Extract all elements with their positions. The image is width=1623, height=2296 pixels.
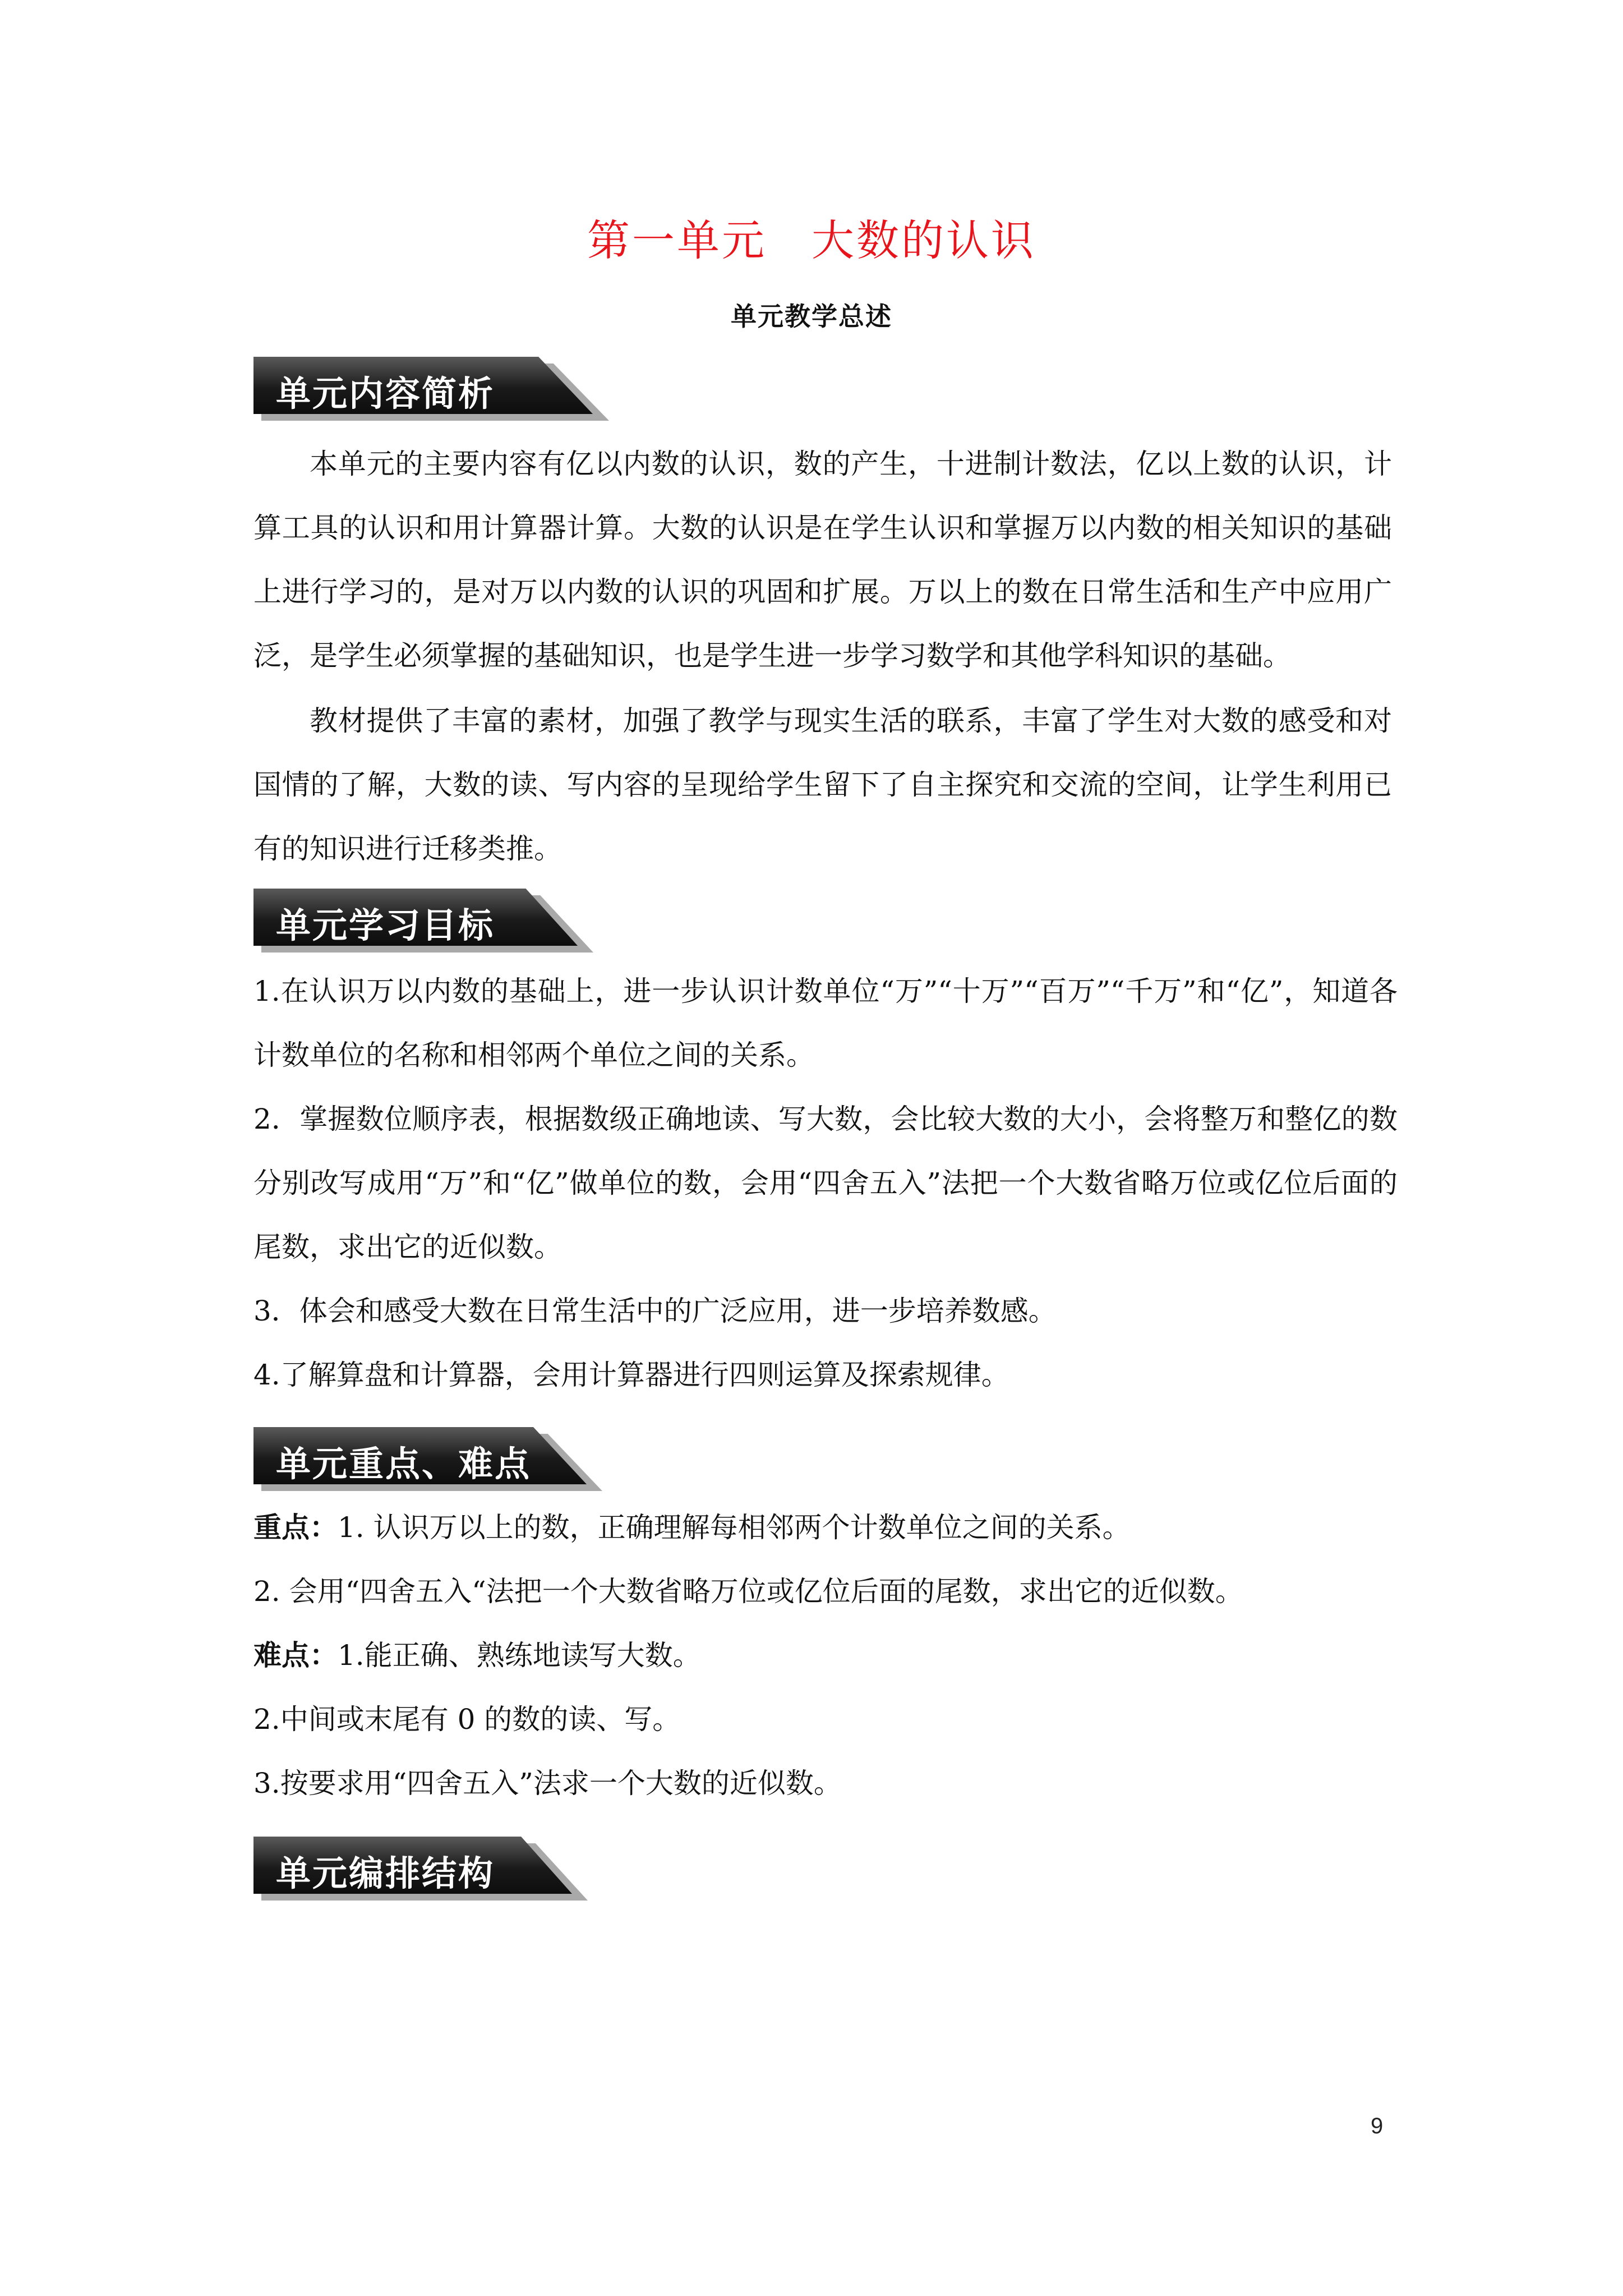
- key-label: 重点：: [253, 1511, 338, 1544]
- section-heading: 单元重点、难点: [276, 1443, 532, 1484]
- key-text: 1. 认识万以上的数，正确理解每相邻两个计数单位之间的关系。: [338, 1511, 1131, 1544]
- section-banner-objectives: [253, 889, 585, 955]
- objective-item: 4.了解算盘和计算器，会用计算器进行四则运算及探索规律。: [253, 1359, 1009, 1391]
- difficult-text: 1.能正确、熟练地读写大数。: [338, 1639, 701, 1672]
- key-point-item: 2. 会用“四舍五入“法把一个大数省略万位或亿位后面的尾数，求出它的近似数。: [253, 1575, 1243, 1608]
- section-heading: 单元内容简析: [276, 373, 495, 414]
- section-banner-structure: [253, 1837, 580, 1903]
- section-heading: 单元编排结构: [276, 1853, 495, 1894]
- objective-item: 1.在认识万以内数的基础上，进一步认识计数单位“万”“十万”“百万”“千万”和“亿”，知道各计数单位的名称和相邻两个单位之间的关系。: [253, 975, 1398, 1071]
- difficult-point-item: 3.按要求用“四舍五入”法求一个大数的近似数。: [253, 1767, 842, 1800]
- section-heading: 单元学习目标: [276, 905, 495, 946]
- difficult-label: 难点：: [253, 1639, 338, 1672]
- content-paragraph: 教材提供了丰富的素材，加强了教学与现实生活的联系，丰富了学生对大数的感受和对国情的了解，大数的读、写内容的呈现给学生留下了自主探究和交流的空间，让学生利用已有的知识进行迁移类推。: [253, 705, 1392, 865]
- section-banner-key-points: [253, 1427, 594, 1493]
- page-number: 9: [1371, 2114, 1384, 2138]
- key-point-item: [253, 1509, 1131, 1546]
- objective-item: 2．掌握数位顺序表，根据数级正确地读、写大数，会比较大数的大小，会将整万和整亿的数分别改写成用“万”和“亿”做单位的数，会用“四舍五入”法把一个大数省略万位或亿位后面的尾数，求出它的近似数。: [253, 1103, 1398, 1263]
- section-banner-content-summary: [253, 357, 601, 423]
- difficult-point-item: 2.中间或末尾有 0 的数的读、写。: [253, 1703, 681, 1736]
- page-subtitle: 单元教学总述: [731, 301, 892, 332]
- difficult-point-item: [253, 1637, 701, 1674]
- objective-item: 3．体会和感受大数在日常生活中的广泛应用，进一步培养数感。: [253, 1295, 1057, 1327]
- content-paragraph: 本单元的主要内容有亿以内数的认识，数的产生，十进制计数法，亿以上数的认识，计算工具的认识和用计算器计算。大数的认识是在学生认识和掌握万以内数的相关知识的基础上进行学习的，是对万以内数的认识的巩固和扩展。万以上的数在日常生活和生产中应用广泛，是学生必须掌握的基础知识，也是学生进一步学习数学和其他学科知识的基础。: [253, 448, 1392, 672]
- page-title: 第一单元 大数的认识: [587, 215, 1036, 265]
